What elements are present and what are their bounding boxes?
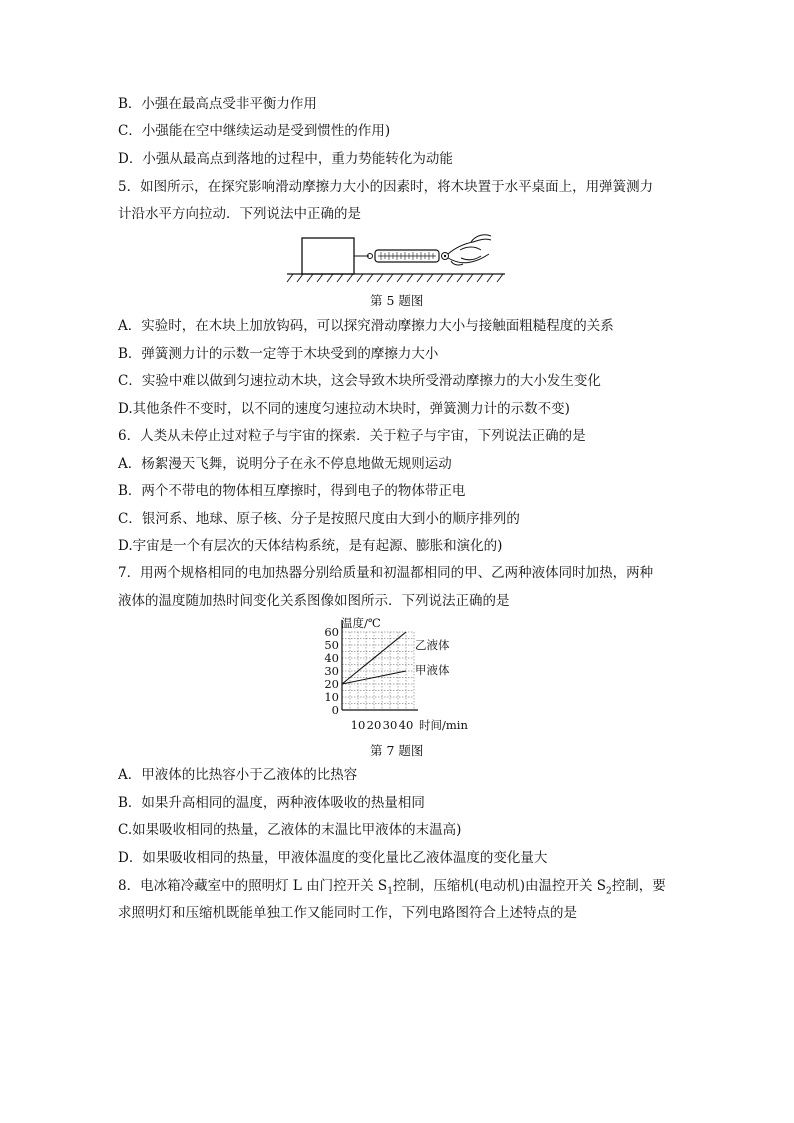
q8-stem-line2: 求照明灯和压缩机既能单独工作又能同时工作，下列电路图符合上述特点的是 bbox=[118, 905, 577, 921]
q5-option-d: D.其他条件不变时，以不同的速度匀速拉动木块时，弹簧测力计的示数不变) bbox=[118, 401, 570, 417]
table-hatching bbox=[287, 274, 503, 282]
y-tick-label: 10 bbox=[324, 690, 339, 704]
chart-xlabel: 时间/min bbox=[419, 718, 468, 732]
q5-option-a: A．实验时，在木块上加放钩码，可以探究滑动摩擦力大小与接触面粗糙程度的关系 bbox=[118, 318, 614, 334]
q6-option-b: B．两个不带电的物体相互摩擦时，得到电子的物体带正电 bbox=[118, 483, 466, 499]
q7-option-b: B．如果升高相同的温度，两种液体吸收的热量相同 bbox=[118, 795, 425, 811]
q8-stem-line1 bbox=[118, 877, 666, 901]
q7-stem-line1: 7．用两个规格相同的电加热器分别给质量和初温都相同的甲、乙两种液体同时加热，两种 bbox=[118, 565, 654, 581]
q5-option-c: C．实验中难以做到匀速拉动木块，这会导致木块所受滑动摩擦力的大小发生变化 bbox=[118, 373, 601, 389]
q7-option-c: C.如果吸收相同的热量，乙液体的末温比甲液体的末温高) bbox=[118, 822, 462, 838]
q6-option-c: C．银河系、地球、原子核、分子是按照尺度由大到小的顺序排列的 bbox=[118, 511, 520, 527]
chart-axes bbox=[342, 620, 418, 710]
q7-figure-caption: 第 7 题图 bbox=[370, 743, 424, 758]
q4-option-c: C．小强能在空中继续运动是受到惯性的作用) bbox=[118, 123, 391, 139]
y-tick-label: 0 bbox=[331, 703, 339, 717]
q8-text-part1: 8．电冰箱冷藏室中的照明灯 L 由门控开关 S bbox=[118, 878, 388, 894]
x-tick-label: 30 bbox=[382, 718, 398, 732]
y-tick-label: 30 bbox=[324, 664, 339, 678]
q6-option-d: D.宇宙是一个有层次的天体结构系统，是有起源、膨胀和演化的) bbox=[118, 538, 503, 554]
q5-option-b: B．弹簧测力计的示数一定等于木块受到的摩擦力大小 bbox=[118, 346, 439, 362]
q8-s2-subscript: 2 bbox=[606, 886, 612, 897]
q8-text-part3: 控制，要 bbox=[611, 878, 666, 894]
chart-grid bbox=[342, 632, 414, 710]
x-tick-label: 10 bbox=[350, 718, 366, 732]
q5-figure bbox=[285, 228, 510, 286]
x-tick-label: 20 bbox=[366, 718, 382, 732]
series-label-yi: 乙液体 bbox=[415, 638, 450, 652]
series-label-jia: 甲液体 bbox=[415, 663, 450, 677]
q6-stem: 6．人类从未停止过对粒子与宇宙的探索．关于粒子与宇宙，下列说法正确的是 bbox=[118, 428, 586, 444]
y-tick-label: 60 bbox=[324, 625, 339, 639]
q5-stem-line1: 5．如图所示，在探究影响滑动摩擦力大小的因素时，将木块置于水平桌面上，用弹簧测力 bbox=[118, 179, 654, 195]
q7-option-d: D．如果吸收相同的热量，甲液体温度的变化量比乙液体温度的变化量大 bbox=[118, 850, 548, 866]
q4-option-b: B．小强在最高点受非平衡力作用 bbox=[118, 96, 317, 112]
wood-block bbox=[302, 238, 354, 274]
q4-option-d: D．小强从最高点到落地的过程中，重力势能转化为动能 bbox=[118, 151, 453, 167]
q5-figure-caption: 第 5 题图 bbox=[370, 293, 424, 308]
q8-s1-subscript: 1 bbox=[387, 886, 393, 897]
q7-chart bbox=[310, 612, 485, 740]
y-tick-label: 40 bbox=[324, 651, 339, 665]
q7-option-a: A．甲液体的比热容小于乙液体的比热容 bbox=[118, 767, 358, 783]
x-tick-label: 40 bbox=[398, 718, 414, 732]
q6-option-a: A．杨絮漫天飞舞，说明分子在永不停息地做无规则运动 bbox=[118, 456, 452, 472]
spring-scale bbox=[368, 250, 449, 262]
hand-icon bbox=[448, 235, 491, 265]
y-tick-label: 20 bbox=[324, 677, 339, 691]
q8-text-part2: 控制，压缩机(电动机)由温控开关 S bbox=[392, 878, 606, 894]
y-tick-label: 50 bbox=[324, 638, 339, 652]
chart-ylabel: 温度/℃ bbox=[341, 616, 381, 630]
q5-stem-line2: 计沿水平方向拉动．下列说法中正确的是 bbox=[118, 206, 361, 222]
q7-stem-line2: 液体的温度随加热时间变化关系图像如图所示．下列说法正确的是 bbox=[118, 593, 510, 609]
